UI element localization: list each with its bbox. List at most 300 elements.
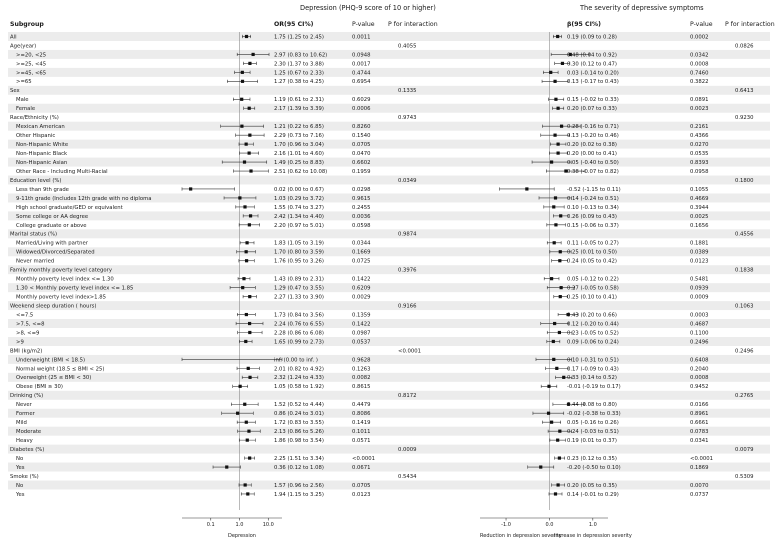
or-point — [240, 98, 243, 101]
p-interaction-right: 0.9230 — [735, 115, 754, 122]
p-interaction-left: 0.9743 — [398, 115, 417, 122]
beta-pvalue: 0.0003 — [690, 312, 709, 319]
beta-ci-text: -0.02 (-0.38 to 0.33) — [567, 411, 621, 418]
row-stripe — [8, 301, 770, 310]
beta-pvalue: 0.5481 — [690, 276, 709, 283]
row-label: Yes — [16, 464, 25, 471]
row-label: College graduate or above — [16, 222, 87, 229]
row-label: Age(year) — [10, 43, 37, 50]
or-ci-text: 1.76 (0.95 to 3.26) — [274, 258, 324, 265]
or-point — [249, 169, 252, 172]
beta-point — [558, 456, 561, 459]
beta-point — [560, 125, 563, 128]
or-point — [246, 492, 249, 495]
p-interaction-left: 0.1335 — [398, 88, 417, 95]
or-pvalue: 0.1359 — [352, 312, 371, 319]
or-point — [245, 313, 248, 316]
beta-pvalue: 0.0008 — [690, 375, 709, 382]
beta-point — [556, 439, 559, 442]
or-ci-text: 2.29 (0.73 to 7.16) — [274, 133, 324, 140]
or-pvalue: 0.0082 — [352, 375, 371, 382]
row-label: Smoke (%) — [10, 473, 39, 480]
or-pvalue: 0.0948 — [352, 52, 371, 59]
beta-pvalue: 0.0009 — [690, 294, 709, 301]
table-row — [16, 187, 709, 193]
right-tick-label: 0.0 — [545, 522, 554, 528]
beta-point — [553, 241, 556, 244]
or-point — [239, 385, 242, 388]
row-label: 1.30 < Monthly poverty level index <= 1.85 — [16, 285, 134, 292]
row-label: >8, <=9 — [16, 330, 40, 337]
right-plot-title: The severity of depressive symptoms — [580, 4, 704, 12]
or-pvalue: 0.0006 — [352, 106, 371, 113]
beta-point — [550, 277, 553, 280]
beta-ci-text: -0.01 (-0.19 to 0.17) — [567, 384, 621, 391]
or-point — [245, 241, 248, 244]
row-label: >=45, <65 — [16, 70, 47, 77]
or-pvalue: 0.1422 — [352, 276, 371, 283]
or-point — [245, 421, 248, 424]
beta-pvalue: 0.1656 — [690, 222, 709, 229]
beta-point — [525, 187, 528, 190]
table-row — [16, 420, 709, 426]
left-axis-label: Depression — [228, 533, 256, 539]
table-row — [16, 277, 709, 283]
row-label: BMI (kg/m2) — [10, 348, 43, 355]
or-pvalue: 0.0470 — [352, 150, 371, 157]
or-point — [189, 187, 192, 190]
or-ci-text: 2.28 (0.86 to 6.08) — [274, 330, 324, 337]
row-stripe — [8, 463, 770, 472]
row-stripe — [8, 373, 770, 382]
table-row — [16, 438, 709, 444]
beta-point — [559, 250, 562, 253]
or-pvalue: <0.0001 — [352, 455, 375, 462]
or-ci-text: 1.73 (0.84 to 3.56) — [274, 312, 324, 319]
or-point — [245, 143, 248, 146]
or-pvalue: 0.0671 — [352, 464, 371, 471]
row-label: Mexican American — [16, 124, 65, 131]
row-label: >=65 — [16, 79, 32, 86]
or-pvalue: 0.6029 — [352, 97, 371, 104]
table-row — [16, 205, 709, 211]
row-stripe — [8, 32, 770, 41]
beta-point — [550, 160, 553, 163]
row-label: Drinking (%) — [10, 393, 44, 400]
row-label: Never married — [16, 258, 55, 265]
beta-point — [550, 421, 553, 424]
or-ci-text: 1.43 (0.89 to 2.31) — [274, 276, 324, 283]
beta-ci-text: 0.27 (-0.05 to 0.58) — [567, 285, 619, 292]
or-pvalue: 0.0344 — [352, 240, 371, 247]
table-row — [16, 295, 709, 301]
x-axes — [182, 518, 608, 528]
beta-pvalue: 0.2161 — [690, 124, 709, 131]
beta-ci-text: 0.15 (-0.02 to 0.33) — [567, 97, 619, 104]
subgroup-header: Subgroup — [10, 21, 44, 28]
row-label: Other Hispanic — [16, 133, 56, 140]
or-ci-text: 1.75 (1.25 to 2.45) — [274, 34, 324, 41]
table-row — [16, 402, 709, 408]
or-ci-text: 2.17 (1.39 to 3.39) — [274, 106, 324, 113]
beta-point — [557, 151, 560, 154]
row-stripe — [8, 337, 770, 346]
p-interaction-right: 0.1838 — [735, 267, 754, 274]
table-row — [10, 474, 754, 480]
row-label: Education level (%) — [10, 177, 62, 184]
row-label: Non-Hispanic Asian — [16, 159, 68, 166]
or-point — [248, 456, 251, 459]
or-pvalue: 0.0123 — [352, 491, 371, 498]
row-stripe — [8, 122, 770, 131]
row-label: >=20, <25 — [16, 52, 47, 59]
row-stripe — [8, 409, 770, 418]
beta-ci-text: 0.09 (-0.06 to 0.24) — [567, 339, 619, 346]
row-label: Never — [16, 402, 32, 409]
beta-ci-text: 0.13 (-0.20 to 0.46) — [567, 133, 619, 140]
beta-pvalue: 0.0270 — [690, 142, 709, 149]
row-stripe — [8, 247, 770, 256]
beta-ci-text: 0.17 (-0.09 to 0.43) — [567, 366, 619, 373]
or-pvalue: 0.0725 — [352, 258, 371, 265]
or-ci-text: 1.05 (0.58 to 1.92) — [274, 384, 324, 391]
p-interaction-left: 0.4055 — [398, 43, 417, 50]
row-stripe — [8, 427, 770, 436]
row-stripe — [8, 391, 770, 400]
or-pvalue: 0.0537 — [352, 339, 371, 346]
row-label: >7.5, <=8 — [16, 321, 45, 328]
or-pvalue: 0.8086 — [352, 411, 371, 418]
or-point — [244, 340, 247, 343]
or-ci-text: 2.01 (0.82 to 4.92) — [274, 366, 324, 373]
or-ci-text: 1.70 (0.96 to 3.04) — [274, 142, 324, 149]
beta-point — [552, 205, 555, 208]
row-stripe — [8, 355, 770, 364]
beta-ci-text: 0.24 (-0.03 to 0.51) — [567, 429, 619, 436]
beta-ci-text: 0.10 (-0.31 to 0.51) — [567, 357, 619, 364]
beta-point — [562, 376, 565, 379]
p-interaction-left: 0.3976 — [398, 267, 417, 274]
or-point — [244, 483, 247, 486]
row-label: Family monthly poverty level category — [10, 267, 112, 274]
or-ci-text: 0.02 (0.00 to 0.67) — [274, 186, 324, 193]
table-header — [10, 4, 775, 28]
row-label: Non-Hispanic White — [16, 142, 69, 149]
or-point — [247, 367, 250, 370]
or-point — [247, 430, 250, 433]
beta-pvalue: 0.0025 — [690, 213, 709, 220]
row-label: All — [10, 34, 17, 41]
table-row — [16, 366, 709, 372]
p-interaction-right: 0.0826 — [735, 43, 754, 50]
row-label: High school graduate/GED or equivalent — [16, 204, 123, 211]
table-row — [16, 384, 709, 390]
or-point — [245, 259, 248, 262]
or-pvalue: 0.9628 — [352, 357, 371, 364]
p-interaction-right: 0.6413 — [735, 88, 754, 95]
or-point — [248, 295, 251, 298]
beta-ci-text: 0.20 (0.07 to 0.33) — [567, 106, 617, 113]
right-tick-label: -1.0 — [501, 522, 511, 528]
or-point — [241, 80, 244, 83]
row-stripe — [8, 229, 770, 238]
beta-point — [559, 214, 562, 217]
beta-ci-text: 0.03 (-0.14 to 0.20) — [567, 70, 619, 77]
row-label: Obese (BMI ≥ 30) — [16, 384, 63, 391]
beta-pvalue: 0.2040 — [690, 366, 709, 373]
or-ci-text: 1.86 (0.98 to 3.54) — [274, 438, 324, 445]
beta-pvalue: 0.1881 — [690, 240, 709, 247]
or-ci-text: 1.29 (0.47 to 3.55) — [274, 285, 324, 292]
or-point — [243, 403, 246, 406]
or-pvalue: 0.0987 — [352, 330, 371, 337]
or-point — [248, 322, 251, 325]
p-interaction-left: 0.9166 — [398, 303, 417, 310]
or-ci-text: 0.36 (0.12 to 1.08) — [274, 464, 324, 471]
or-point — [248, 134, 251, 137]
or-pvalue: 0.1011 — [352, 429, 371, 436]
row-label: Overweight (25 ≤ BMI < 30) — [16, 375, 92, 382]
or-pvalue: 0.0705 — [352, 142, 371, 149]
row-stripe — [8, 50, 770, 59]
row-stripe — [8, 481, 770, 490]
or-ci-text: inf. (0.00 to inf. ) — [274, 357, 318, 364]
beta-ci-text: 0.43 (0.20 to 0.66) — [567, 312, 617, 319]
left-tick-label: 0.1 — [206, 522, 215, 528]
left-tick-label: 1.0 — [235, 522, 244, 528]
beta-pvalue: 0.0958 — [690, 168, 709, 175]
p-interaction-left: 0.9874 — [398, 231, 417, 238]
or-ci-text: 1.70 (0.80 to 3.59) — [274, 249, 324, 256]
beta-pvalue: 0.3822 — [690, 79, 709, 86]
or-pvalue: 0.0598 — [352, 222, 371, 229]
or-point — [248, 107, 251, 110]
or-pvalue: 0.1419 — [352, 420, 371, 427]
row-label: Widowed/Divorced/Separated — [16, 249, 95, 256]
beta-pvalue: 0.1100 — [690, 330, 709, 337]
right-axis-neg-label: Reduction in depression severity — [480, 533, 562, 539]
beta-pvalue: 0.0123 — [690, 258, 709, 265]
row-label: Normal weight (18.5 ≤ BMI < 25) — [16, 366, 105, 373]
or-pvalue: 0.1669 — [352, 249, 371, 256]
beta-pvalue: 0.0002 — [690, 34, 709, 41]
beta-point — [554, 223, 557, 226]
or-point — [248, 62, 251, 65]
or-pvalue: 0.8260 — [352, 124, 371, 131]
or-ci-text: 2.97 (0.83 to 10.62) — [274, 52, 328, 59]
table-row — [16, 79, 709, 85]
beta-pvalue: 0.0166 — [690, 402, 709, 409]
table-row — [16, 330, 709, 336]
table-row — [10, 43, 754, 49]
table-row — [16, 151, 709, 157]
p-interaction-right: 0.2496 — [735, 348, 754, 355]
beta-pvalue: 0.0939 — [690, 285, 709, 292]
beta-point — [553, 134, 556, 137]
or-ci-text: 2.32 (1.24 to 4.33) — [274, 375, 324, 382]
p-interaction-right: 0.1800 — [735, 177, 754, 184]
row-label: <=7.5 — [16, 312, 34, 319]
row-stripe — [8, 445, 770, 454]
row-label: No — [16, 455, 24, 462]
row-label: Heavy — [16, 438, 33, 445]
row-label: Race/Ethnicity (%) — [10, 115, 59, 122]
or-point — [248, 223, 251, 226]
or-ci-text: 1.27 (0.38 to 4.25) — [274, 79, 324, 86]
or-ci-text: 2.27 (1.33 to 3.90) — [274, 294, 324, 301]
row-label: Female — [16, 106, 36, 113]
beta-ci-text: 0.20 (0.00 to 0.41) — [567, 150, 617, 157]
or-ci-text: 1.21 (0.22 to 6.85) — [274, 124, 324, 131]
beta-pvalue: <0.0001 — [690, 455, 713, 462]
or-ci-text: 2.20 (0.97 to 5.01) — [274, 222, 324, 229]
or-ci-text: 1.83 (1.05 to 3.19) — [274, 240, 324, 247]
beta-ci-text: -0.52 (-1.15 to 0.11) — [567, 186, 621, 193]
beta-pvalue: 0.4669 — [690, 195, 709, 202]
row-stripe — [8, 176, 770, 185]
row-label: Married/Living with partner — [16, 240, 88, 247]
beta-ci-text: 0.23 (0.12 to 0.35) — [567, 455, 617, 462]
beta-point — [558, 259, 561, 262]
beta-ci-text: -0.20 (-0.50 to 0.10) — [567, 464, 621, 471]
beta-ci-text: 0.14 (-0.01 to 0.29) — [567, 491, 619, 498]
beta-point — [559, 295, 562, 298]
row-label: Male — [16, 97, 29, 104]
beta-pvalue: 0.0023 — [690, 106, 709, 113]
or-pvalue: 0.6954 — [352, 79, 371, 86]
or-pvalue: 0.0036 — [352, 213, 371, 220]
beta-pvalue: 0.1869 — [690, 464, 709, 471]
or-point — [246, 439, 249, 442]
beta-point — [553, 80, 556, 83]
p-interaction-right: 0.1063 — [735, 303, 754, 310]
row-label: No — [16, 482, 24, 489]
row-label: Sex — [10, 88, 20, 95]
beta-point — [554, 196, 557, 199]
or-pvalue: 0.0298 — [352, 186, 371, 193]
or-pvalue: 0.1422 — [352, 321, 371, 328]
row-label: Some college or AA degree — [16, 213, 89, 220]
or-pvalue: 0.6209 — [352, 285, 371, 292]
p-interaction-right: 0.5309 — [735, 473, 754, 480]
axis-labels — [228, 533, 632, 539]
beta-pvalue: 0.2496 — [690, 339, 709, 346]
row-stripe — [8, 140, 770, 149]
table-row — [15, 492, 709, 498]
beta-header: β(95 CI%) — [567, 21, 601, 28]
beta-pvalue: 0.0389 — [690, 249, 709, 256]
or-ci-text: 1.72 (0.83 to 3.55) — [274, 420, 324, 427]
beta-pvalue: 0.4687 — [690, 321, 709, 328]
or-ci-text: 2.51 (0.62 to 10.08) — [274, 168, 328, 175]
or-pvalue: 0.1959 — [352, 168, 371, 175]
beta-point — [549, 71, 552, 74]
or-ci-text: 1.55 (0.74 to 3.27) — [274, 204, 324, 211]
beta-pvalue: 0.1055 — [690, 186, 709, 193]
row-label: Moderate — [16, 429, 42, 436]
p-interaction-left: 0.0349 — [398, 177, 417, 184]
beta-point — [557, 143, 560, 146]
beta-pvalue: 0.0737 — [690, 491, 709, 498]
pint-header-right: P for interaction — [725, 21, 775, 28]
table-row — [16, 241, 709, 247]
table-row — [16, 223, 709, 229]
or-pvalue: 0.0571 — [352, 438, 371, 445]
pint-header-left: P for interaction — [388, 21, 438, 28]
table-row — [10, 348, 754, 354]
or-point — [236, 412, 239, 415]
row-stripe — [8, 211, 770, 220]
beta-ci-text: 0.48 (0.04 to 0.92) — [567, 52, 617, 59]
p-interaction-right: 0.4556 — [735, 231, 754, 238]
beta-pvalue: 0.0891 — [690, 97, 709, 104]
or-ci-text: 1.19 (0.61 to 2.31) — [274, 97, 324, 104]
beta-ci-text: 0.26 (0.09 to 0.43) — [567, 213, 617, 220]
beta-point — [552, 358, 555, 361]
row-stripe — [8, 86, 770, 95]
row-stripe — [8, 319, 770, 328]
row-label: Weekend sleep duration ( hours) — [10, 303, 97, 310]
or-point — [248, 376, 251, 379]
beta-point — [547, 412, 550, 415]
beta-pvalue: 0.4366 — [690, 133, 709, 140]
beta-ci-text: 0.10 (-0.13 to 0.34) — [567, 204, 619, 211]
beta-ci-text: 0.24 (0.05 to 0.42) — [567, 258, 617, 265]
row-label: Former — [16, 411, 35, 418]
beta-point — [558, 331, 561, 334]
or-point — [248, 331, 251, 334]
or-pvalue: 0.8615 — [352, 384, 371, 391]
beta-ci-text: 0.20 (0.02 to 0.38) — [567, 142, 617, 149]
p-interaction-left: 0.8172 — [398, 393, 417, 400]
or-point — [243, 160, 246, 163]
or-point — [252, 53, 255, 56]
beta-pvalue: 0.0342 — [690, 52, 709, 59]
beta-ci-text: 0.38 (-0.07 to 0.82) — [567, 168, 619, 175]
table-row — [16, 312, 709, 318]
beta-point — [555, 367, 558, 370]
or-ci-text: 1.57 (0.96 to 2.56) — [274, 482, 324, 489]
beta-pvalue: 0.8961 — [690, 411, 709, 418]
right-axis-pos-label: Increase in depression severity — [554, 533, 632, 539]
beta-point — [556, 35, 559, 38]
table-row — [16, 196, 709, 202]
or-pvalue: 0.0705 — [352, 482, 371, 489]
row-stripe — [8, 68, 770, 77]
row-label: >=25, <45 — [16, 61, 47, 68]
table-row — [10, 115, 754, 121]
pvalue-header-right: P-value — [690, 21, 713, 28]
row-label: >9 — [16, 339, 24, 346]
or-point — [245, 250, 248, 253]
table-row — [16, 133, 709, 139]
beta-ci-text: 0.25 (0.01 to 0.50) — [567, 249, 617, 256]
or-ci-text: 2.25 (1.51 to 3.34) — [274, 455, 324, 462]
table-row — [16, 286, 709, 292]
beta-pvalue: 0.0341 — [690, 438, 709, 445]
beta-ci-text: 0.13 (-0.17 to 0.43) — [567, 79, 619, 86]
row-label: Monthly poverty level index>1.85 — [16, 294, 106, 301]
or-ci-text: 1.65 (0.99 to 2.73) — [274, 339, 324, 346]
row-label: Underweight (BMI < 18.5) — [16, 357, 86, 364]
beta-ci-text: 0.05 (-0.16 to 0.26) — [567, 420, 619, 427]
row-stripe — [8, 265, 770, 274]
or-point — [225, 465, 228, 468]
table-row — [16, 456, 713, 462]
or-pvalue: 0.4479 — [352, 402, 371, 409]
or-pvalue: 0.4744 — [352, 70, 371, 77]
beta-pvalue: 0.6408 — [690, 357, 709, 364]
